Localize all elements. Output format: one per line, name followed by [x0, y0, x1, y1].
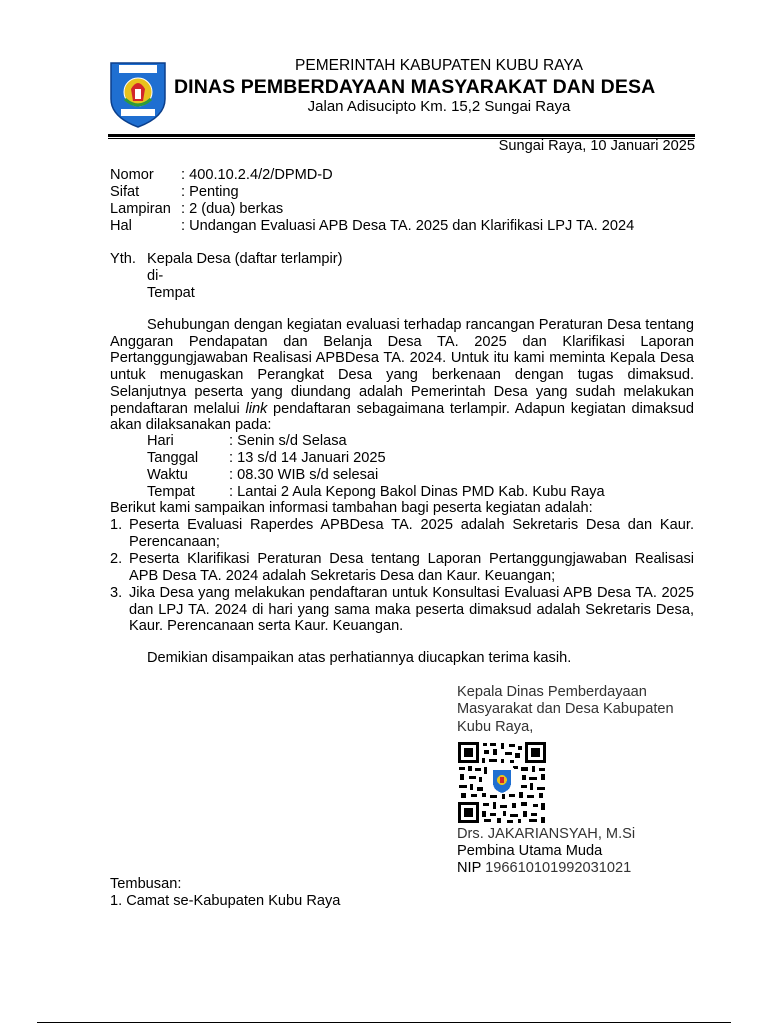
meta-label: Sifat [110, 184, 140, 200]
agency-address: Jalan Adisucipto Km. 15,2 Sungai Raya [307, 98, 571, 115]
addressee-yth: Yth. [110, 251, 136, 267]
signatory-rank: Pembina Utama Muda [457, 843, 603, 859]
schedule-label: Tempat [147, 484, 195, 500]
meta-value: : Undangan Evaluasi APB Desa TA. 2025 dan Klarifikasi LPJ TA. 2024 [181, 218, 635, 234]
government-name: PEMERINTAH KABUPATEN KUBU RAYA [295, 57, 583, 74]
info-item-number: 3. [110, 585, 123, 601]
body-link-word: link [245, 400, 268, 417]
agency-name: DINAS PEMBERDAYAAN MASYARAKAT DAN DESA [174, 76, 656, 98]
body-paragraph [110, 317, 694, 434]
info-item-text: Peserta Klarifikasi Peraturan Desa tentang Laporan Pertanggungjawaban Realisasi APB Desa TA. 2024 adalah Sekretaris Desa dan Kaur. Keuangan; [129, 551, 694, 584]
info-item [110, 585, 694, 635]
qr-code-signature [457, 741, 547, 824]
signatory-title-line: Kubu Raya, [457, 718, 534, 735]
meta-value: : Penting [181, 184, 239, 200]
info-item-number: 1. [110, 517, 123, 533]
closing-sentence: Demikian disampaikan atas perhatiannya diucapkan terima kasih. [147, 650, 572, 666]
info-intro: Berikut kami sampaikan informasi tambahan bagi peserta kegiatan adalah: [110, 500, 593, 516]
nip-number: 196610101992031021 [485, 860, 632, 876]
signatory-nip [457, 860, 631, 877]
signatory-name: Drs. JAKARIANSYAH, M.Si [457, 826, 636, 842]
schedule-label: Tanggal [147, 450, 199, 466]
nip-label: NIP [457, 860, 482, 876]
addressee-di: di- [147, 268, 164, 284]
letterhead-rule-thick [108, 134, 695, 137]
meta-label: Hal [110, 218, 132, 234]
info-item-text: Peserta Evaluasi Raperdes APBDesa TA. 2025 adalah Sekretaris Desa dan Kaur. Perencanaan; [129, 517, 694, 550]
cc-heading: Tembusan: [110, 876, 182, 892]
addressee-place: Tempat [147, 285, 195, 301]
schedule-value: : 13 s/d 14 Januari 2025 [229, 450, 386, 466]
schedule-label: Waktu [147, 467, 188, 483]
signatory-title-line: Kepala Dinas Pemberdayaan [457, 684, 647, 700]
page-bottom-rule [37, 1022, 731, 1023]
meta-value: : 400.10.2.4/2/DPMD-D [181, 167, 333, 183]
schedule-value: : Senin s/d Selasa [229, 433, 347, 449]
info-item-text: Jika Desa yang melakukan pendaftaran untuk Konsultasi Evaluasi APB Desa TA. 2025 dan LPJ TA. 2024 di hari yang sama maka peserta dimaksud adalah Sekretaris Desa, Kaur. Perencanaan serta Kaur. Keuangan. [129, 585, 694, 635]
cc-item: 1. Camat se-Kabupaten Kubu Raya [110, 893, 341, 909]
body-text-before-link: Sehubungan dengan kegiatan evaluasi terhadap rancangan Peraturan Desa tentang Anggaran Pendapatan dan Belanja Desa TA. 2025 dan Klarifikasi Laporan Pertanggungjawaban Realisasi APBDesa TA. 2024. Untuk itu kami meminta Kepala Desa untuk menugaskan Perangkat Desa yang berkenaan dengan tugas dimaksud. Selanjutnya peserta yang diundang adalah Pemerintah Desa yang sudah melakukan pendaftaran melalui [110, 317, 694, 417]
info-item [110, 551, 694, 584]
schedule-value: : Lantai 2 Aula Kepong Bakol Dinas PMD Kab. Kubu Raya [229, 484, 605, 500]
signatory-title-line: Masyarakat dan Desa Kabupaten [457, 701, 674, 718]
meta-label: Nomor [110, 167, 154, 183]
body-text-after-link: pendaftaran sebagaimana terlampir. Adapun kegiatan dimaksud akan dilaksanakan pada: [110, 400, 694, 434]
meta-label: Lampiran [110, 201, 171, 217]
addressee-name: Kepala Desa (daftar terlampir) [147, 251, 343, 267]
schedule-label: Hari [147, 433, 174, 449]
schedule-value: : 08.30 WIB s/d selesai [229, 467, 379, 483]
letter-date: Sungai Raya, 10 Januari 2025 [498, 138, 695, 154]
meta-value: : 2 (dua) berkas [181, 201, 284, 217]
info-item-number: 2. [110, 551, 123, 567]
info-item [110, 517, 694, 550]
signatory-title [457, 684, 674, 736]
